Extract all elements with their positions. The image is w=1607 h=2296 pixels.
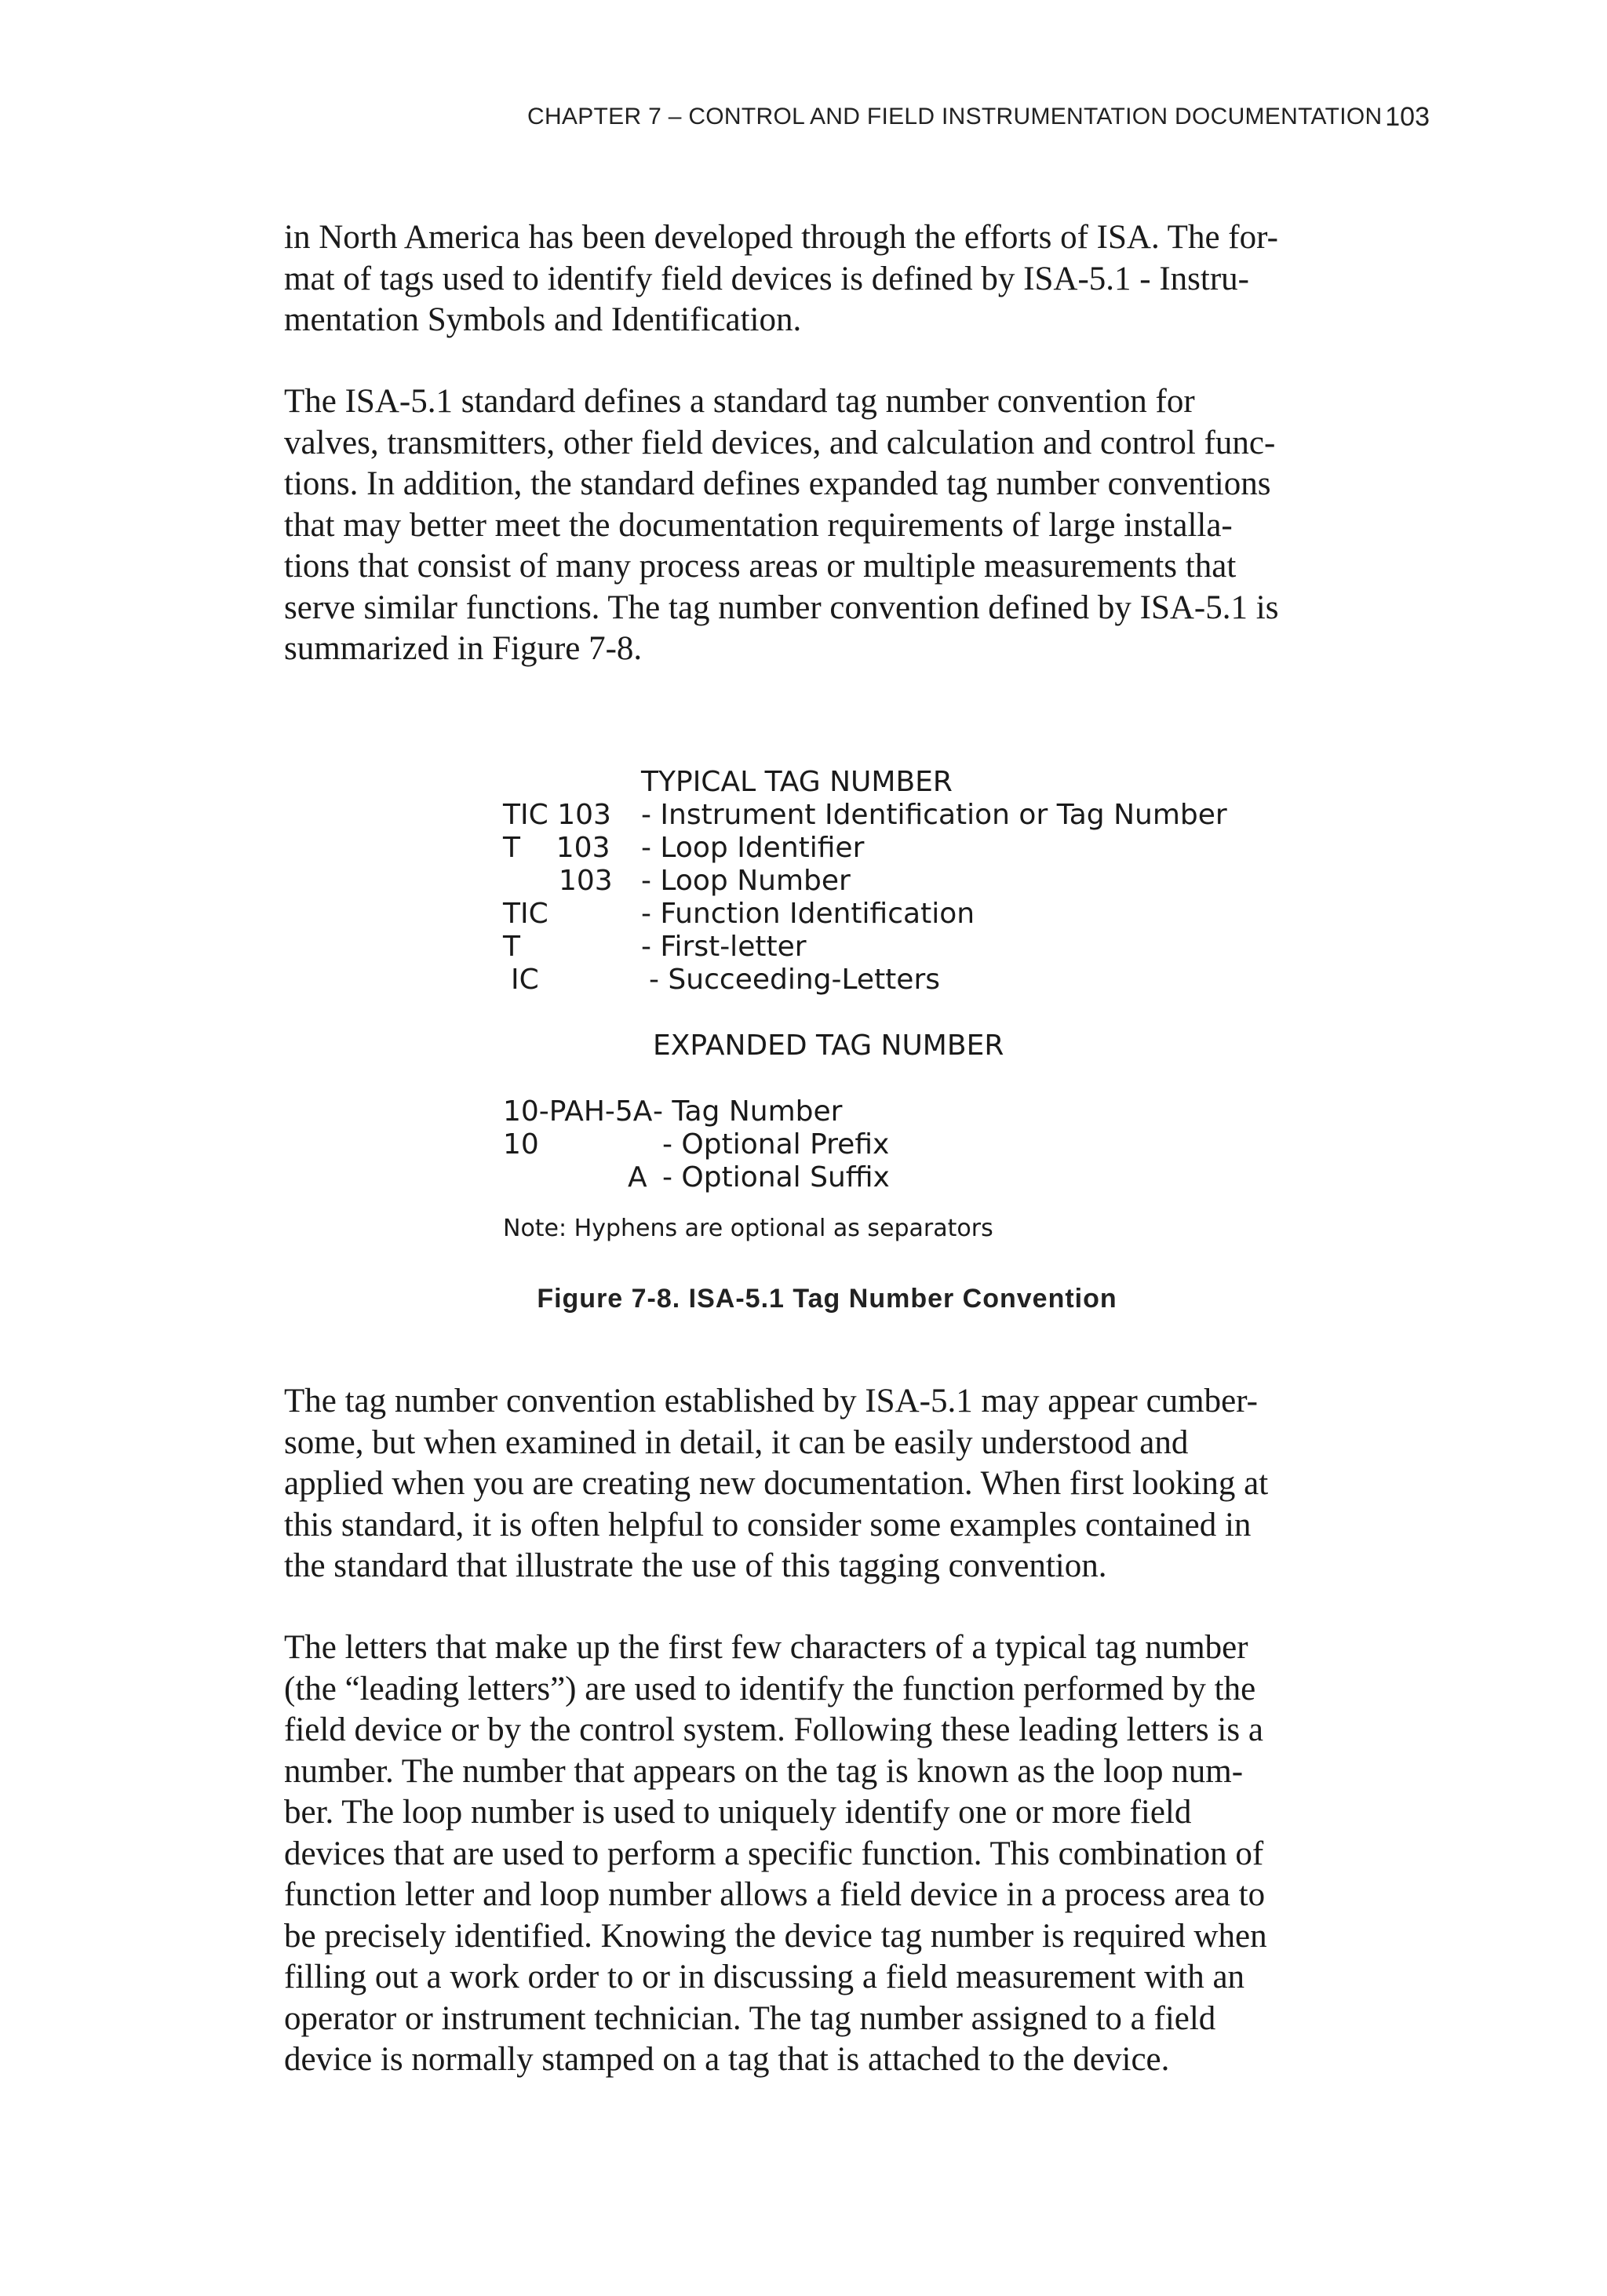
tag-code: 103	[559, 865, 613, 897]
typical-tag-row	[0, 898, 1607, 931]
paragraph	[284, 217, 1430, 341]
text-line: the standard that illustrate the use of this tagging convention.	[284, 1547, 1107, 1584]
tag-description: - Optional Suffix	[662, 1161, 890, 1194]
page-number: 103	[1385, 102, 1430, 132]
paragraph	[284, 1381, 1430, 1587]
text-line: applied when you are creating new documentation. When first looking at	[284, 1465, 1269, 1502]
text-line: valves, transmitters, other field devices, and calculation and control func-	[284, 424, 1276, 461]
text-line: mentation Symbols and Identification.	[284, 301, 802, 338]
expanded-tag-row	[0, 1128, 1607, 1161]
tag-description: - First-letter	[641, 931, 807, 963]
text-line: some, but when examined in detail, it can be easily understood and	[284, 1423, 1189, 1461]
text-line: tions that consist of many process areas or multiple measurements that	[284, 548, 1237, 585]
tag-code: T	[503, 931, 520, 963]
text-line: The ISA-5.1 standard defines a standard tag number convention for	[284, 383, 1195, 420]
tag-code: T 103	[503, 832, 610, 864]
tag-code: TIC	[503, 898, 548, 930]
text-line: in North America has been developed through the efforts of ISA. The for-	[284, 219, 1278, 256]
text-line: serve similar functions. The tag number convention defined by ISA-5.1 is	[284, 589, 1279, 626]
text-line: field device or by the control system. Following these leading letters is a	[284, 1711, 1263, 1748]
chapter-title: CHAPTER 7 – CONTROL AND FIELD INSTRUMENTATION DOCUMENTATION	[527, 104, 1383, 129]
text-line: number. The number that appears on the tag is known as the loop num-	[284, 1752, 1244, 1790]
text-line: (the “leading letters”) are used to identify the function performed by the	[284, 1670, 1256, 1707]
figure-caption: Figure 7-8. ISA-5.1 Tag Number Convention	[537, 1284, 1117, 1314]
text-line: devices that are used to perform a specific function. This combination of	[284, 1835, 1264, 1872]
tag-description: - Optional Prefix	[662, 1128, 890, 1161]
text-line: ber. The loop number is used to uniquely identify one or more field	[284, 1794, 1192, 1831]
text-line: filling out a work order to or in discussing a field measurement with an	[284, 1959, 1245, 1995]
text-line: device is normally stamped on a tag that is attached to the device.	[284, 2041, 1170, 2078]
text-line: tions. In addition, the standard defines expanded tag number conventions	[284, 465, 1271, 502]
tag-description: - Tag Number	[653, 1095, 843, 1128]
tag-description: - Function Identification	[641, 898, 975, 930]
paragraph	[284, 381, 1430, 670]
typical-tag-row	[0, 799, 1607, 832]
tag-description: - Loop Identifier	[641, 832, 865, 864]
tag-code: 10	[503, 1128, 539, 1161]
text-line: The letters that make up the first few characters of a typical tag number	[284, 1629, 1248, 1666]
typical-tag-row	[0, 964, 1607, 997]
text-line: function letter and loop number allows a field device in a process area to	[284, 1876, 1266, 1913]
text-line: The tag number convention established by ISA-5.1 may appear cumber-	[284, 1383, 1258, 1420]
tag-code: IC	[511, 964, 539, 996]
text-line: operator or instrument technician. The tag number assigned to a field	[284, 1999, 1216, 2037]
text-line: mat of tags used to identify field devices is defined by ISA-5.1 - Instru-	[284, 260, 1249, 297]
text-line: summarized in Figure 7-8.	[284, 630, 643, 667]
typical-tag-heading: TYPICAL TAG NUMBER	[641, 766, 953, 798]
tag-description: - Instrument Identification or Tag Number	[641, 799, 1227, 831]
expanded-tag-row	[0, 1095, 1607, 1128]
typical-tag-row	[0, 832, 1607, 865]
paragraph	[284, 1627, 1430, 2081]
typical-tag-row	[0, 865, 1607, 898]
expanded-tag-row	[0, 1161, 1607, 1194]
tag-description: - Loop Number	[641, 865, 851, 897]
tag-code: A	[628, 1161, 647, 1194]
text-line: that may better meet the documentation requirements of large installa-	[284, 506, 1233, 544]
tag-description: - Succeeding-Letters	[649, 964, 941, 996]
text-line: this standard, it is often helpful to consider some examples contained in	[284, 1506, 1252, 1543]
tag-code: 10-PAH-5A	[503, 1095, 653, 1128]
figure-note: Note: Hyphens are optional as separators	[503, 1215, 993, 1242]
text-line: be precisely identified. Knowing the device tag number is required when	[284, 1917, 1267, 1955]
expanded-tag-heading: EXPANDED TAG NUMBER	[653, 1030, 1004, 1062]
typical-tag-row	[0, 931, 1607, 964]
tag-code: TIC 103	[503, 799, 611, 831]
